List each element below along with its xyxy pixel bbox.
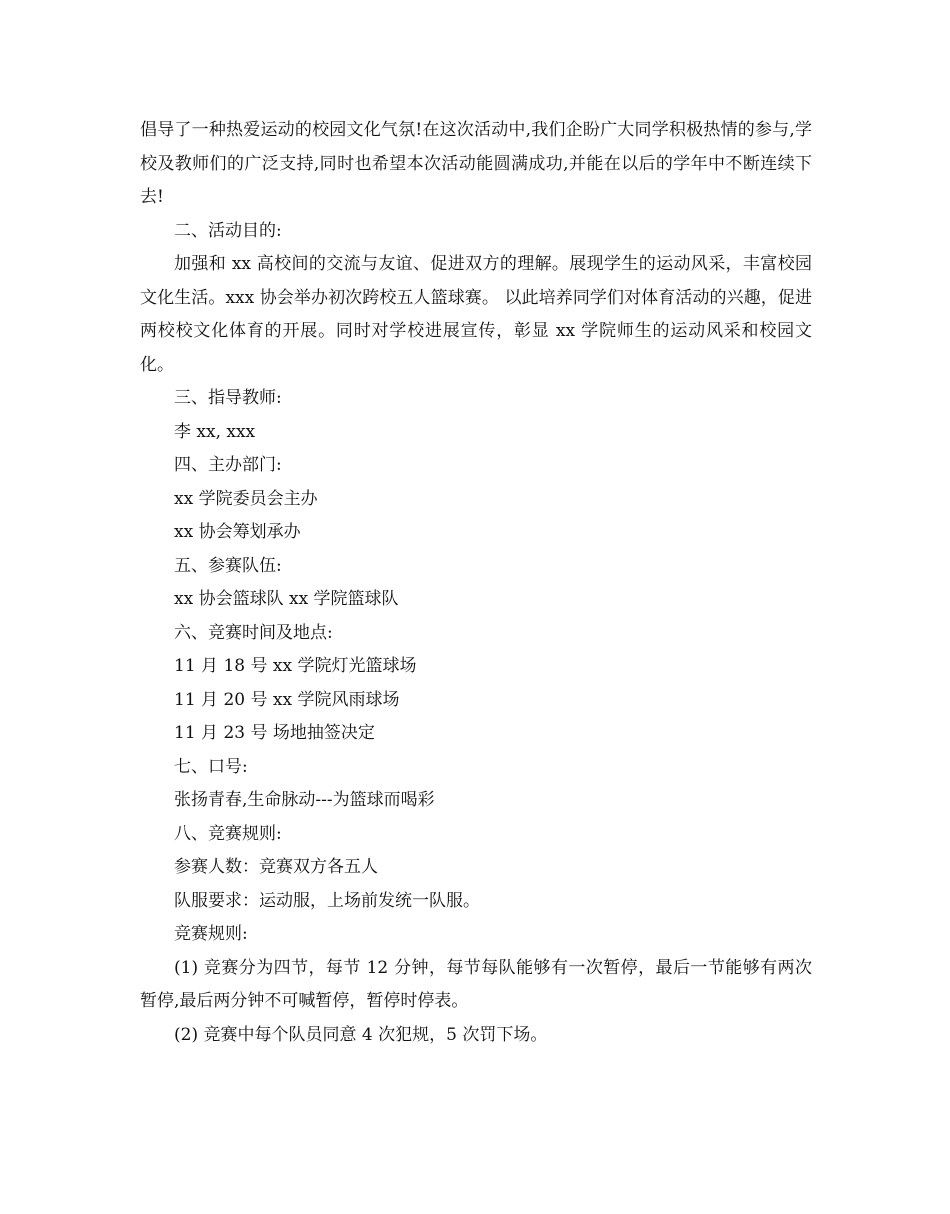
heading-schedule: 六、竞赛时间及地点: [174,622,333,643]
schedule-item-3: 11 月 23 号 场地抽签决定 [174,723,375,743]
rule-item-2: (2) 竞赛中每个队员同意 4 次犯规，5 次罚下场。 [174,1024,548,1045]
heading-teams: 五、参赛队伍: [174,555,282,576]
document-body [140,114,812,1052]
subheading-competition-rules: 竞赛规则: [174,924,248,944]
paragraph-slogan: 张扬青春,生命脉动---为篮球而喝彩 [174,790,435,810]
paragraph-uniforms: 队服要求：运动服，上场前发统一队服。 [174,890,480,911]
paragraph-intro-continued: 倡导了一种热爱运动的校园文化气氛!在这次活动中,我们企盼广大同学积极热情的参与,学校及教师们的广泛支持,同时也希望本次活动能圆满成功,并能在以后的学年中不断连续下去! [140,120,812,207]
heading-organizers: 四、主办部门: [174,455,282,475]
heading-advisors: 三、指导教师: [174,388,282,408]
paragraph-organizer-planner: xx 协会筹划承办 [174,522,301,542]
paragraph-participants: 参赛人数：竞赛双方各五人 [174,857,378,877]
paragraph-teams: xx 协会篮球队 xx 学院篮球队 [174,589,399,609]
heading-rules: 八、竞赛规则: [174,823,282,844]
heading-slogan: 七、口号: [174,756,248,777]
paragraph-activity-purpose: 加强和 xx 高校间的交流与友谊、促进双方的理解。展现学生的运动风采，丰富校园文化生活。xxx 协会举办初次跨校五人篮球赛。 以此培养同学们对体育活动的兴趣，促进两校校文化体育的开展。同时对学校进展宣传，彰显 xx 学院师生的运动风采和校园文化。 [140,254,812,375]
paragraph-organizer-host: xx 学院委员会主办 [174,488,318,509]
schedule-item-1: 11 月 18 号 xx 学院灯光篮球场 [174,656,417,676]
schedule-item-2: 11 月 20 号 xx 学院风雨球场 [174,689,400,710]
heading-activity-purpose: 二、活动目的: [174,220,282,241]
paragraph-advisors: 李 xx, xxx [174,421,256,442]
rule-item-1: (1) 竞赛分为四节，每节 12 分钟，每节每队能够有一次暂停，最后一节能够有两次暂停,最后两分钟不可喊暂停，暂停时停表。 [140,957,812,1011]
